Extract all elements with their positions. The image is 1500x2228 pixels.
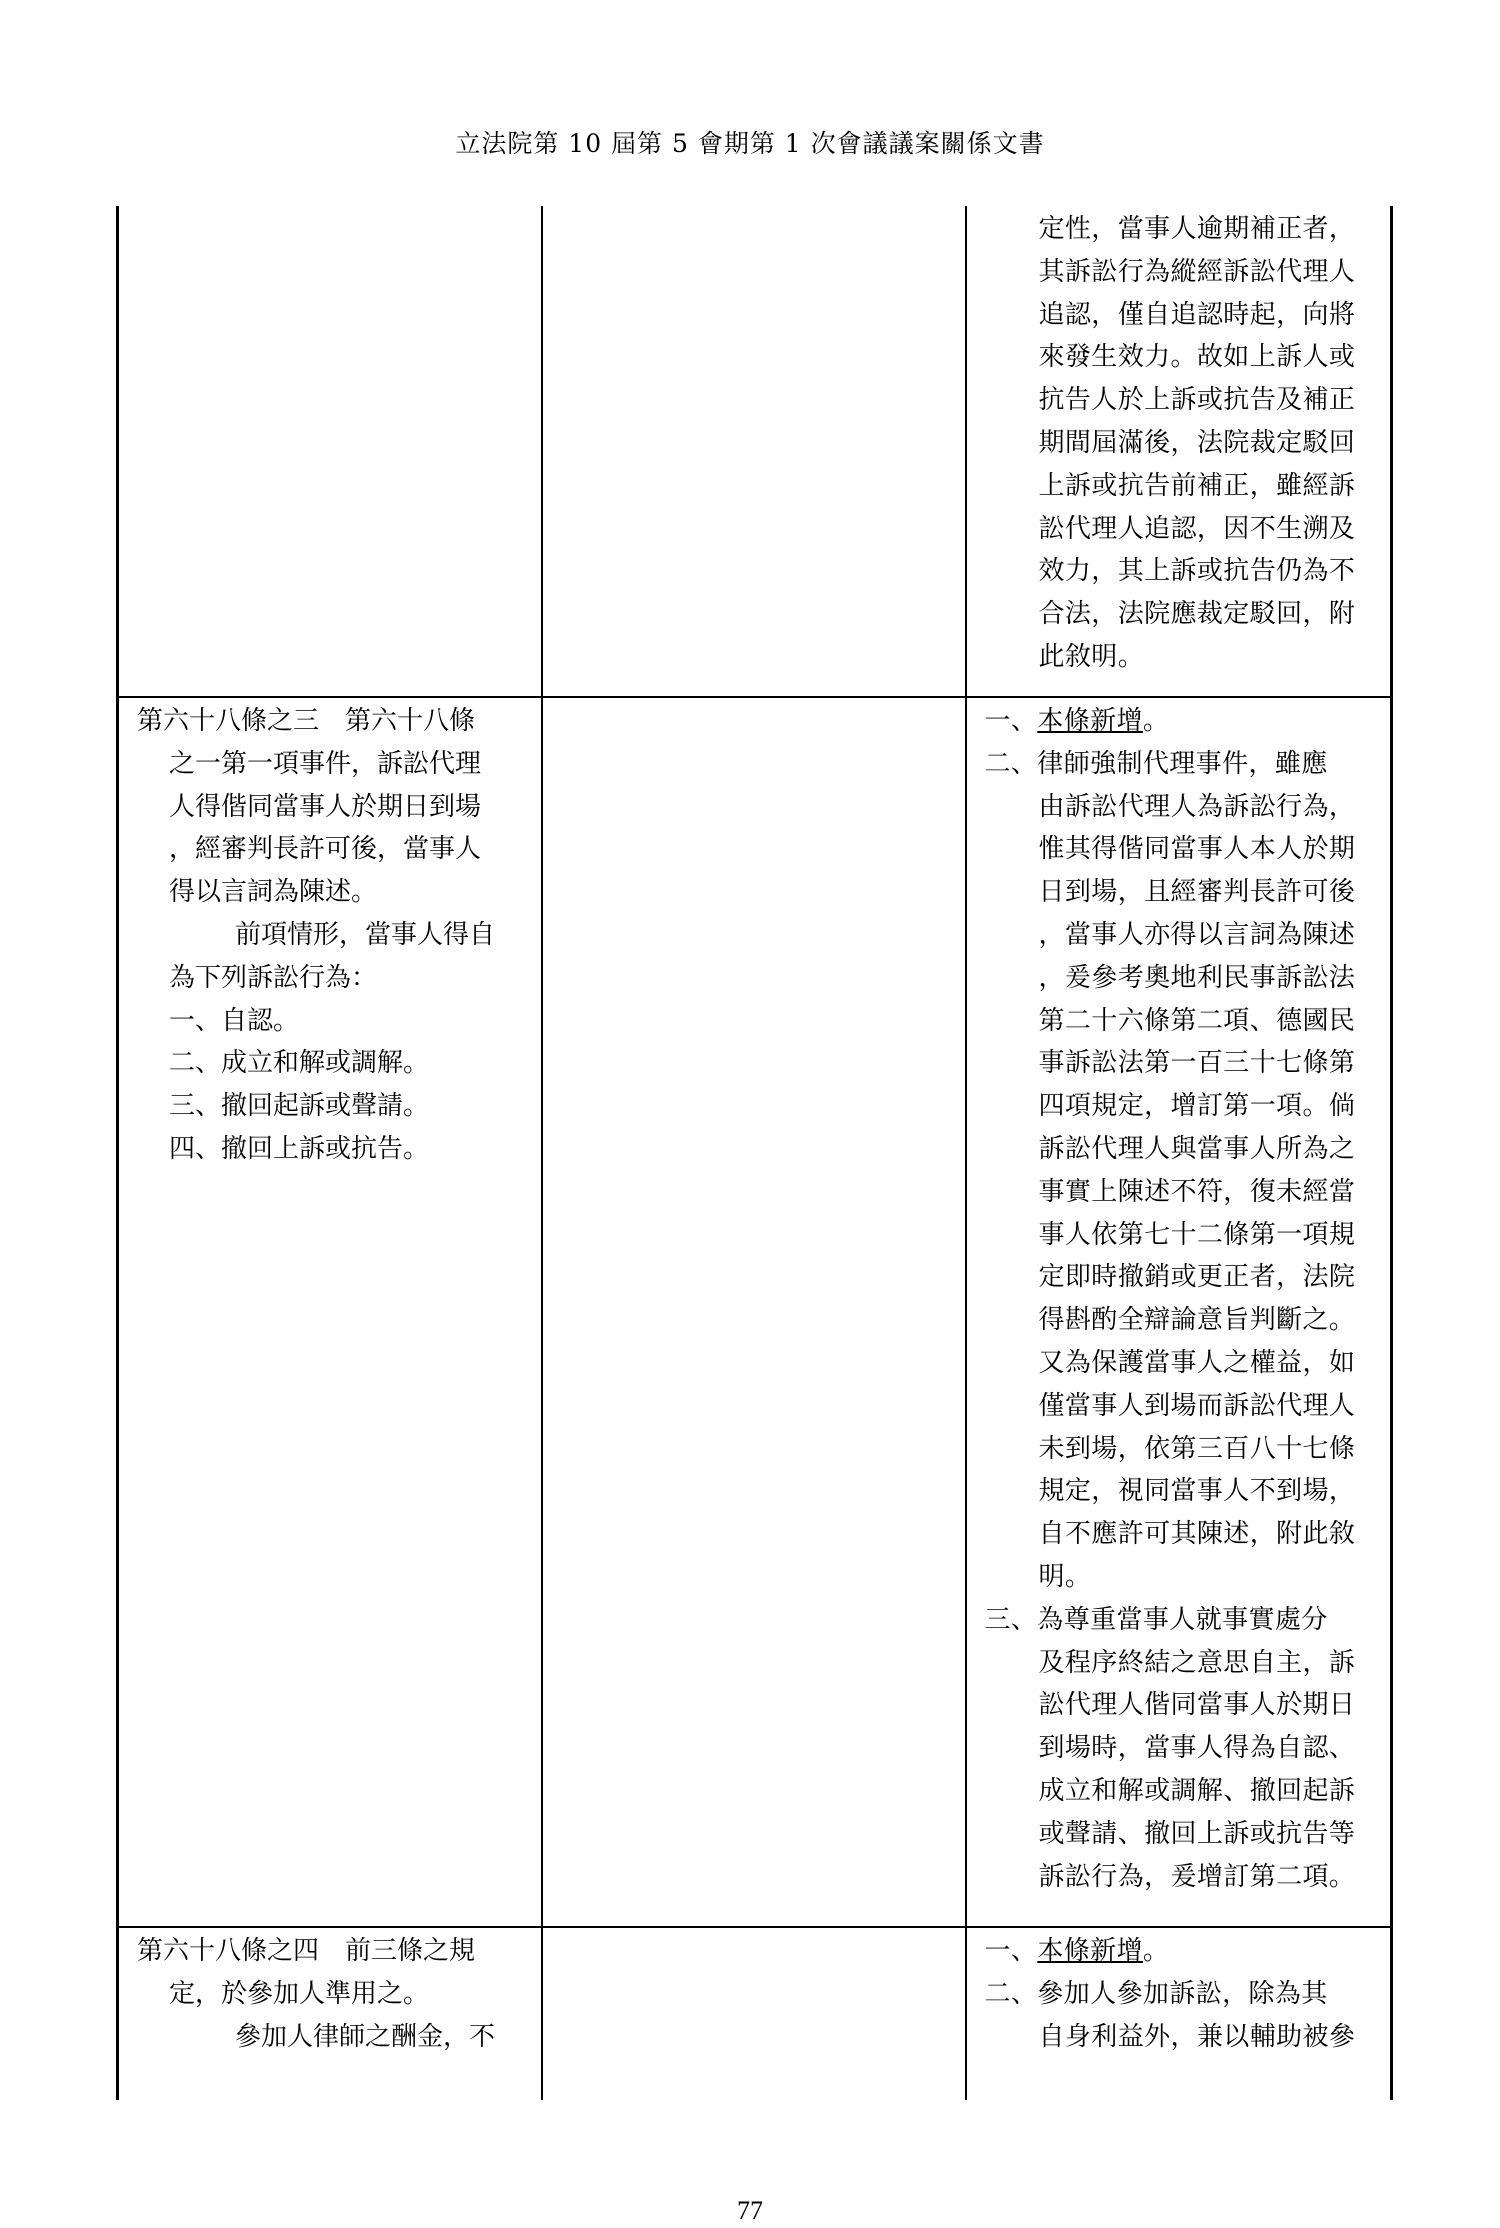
- current-text-cell: [542, 1927, 966, 2100]
- article-heading-line: 第六十八條之三 第六十八條: [137, 706, 476, 736]
- text-line: 之一第一項事件，訴訟代理: [169, 748, 482, 779]
- text-line: 自不應許可其陳述，附此敘: [1038, 1519, 1356, 1550]
- text-line: 或聲請、撤回上訴或抗告等: [1038, 1818, 1356, 1849]
- amended-text-cell: [118, 697, 542, 1927]
- table-row: [118, 1927, 1392, 2100]
- text-line: 抗告人於上訴或抗告及補正: [1038, 385, 1356, 416]
- list-item: 四、撤回上訴或抗告。: [169, 1133, 430, 1164]
- text-line: 訟代理人追認，因不生溯及: [1038, 513, 1356, 544]
- text-line: 二、參加人參加訴訟，除為其: [984, 1978, 1328, 2009]
- text-line: 得斟酌全辯論意旨判斷之。: [1038, 1305, 1356, 1336]
- text-line: 定，於參加人準用之。: [169, 1978, 430, 2009]
- table-row: [118, 206, 1392, 697]
- text-line: 期間屆滿後，法院裁定駁回: [1038, 427, 1356, 458]
- text-line: 惟其得偕同當事人本人於期: [1038, 834, 1356, 865]
- explanation-cell: [966, 206, 1392, 697]
- comparison-table: [116, 206, 1393, 2100]
- text-line: 僅當事人到場而訴訟代理人: [1038, 1390, 1356, 1421]
- text-line: 效力，其上訴或抗告仍為不: [1038, 556, 1356, 587]
- text-line: 參加人律師之酬金，不: [235, 2021, 496, 2052]
- explanation-cell: [966, 697, 1392, 1927]
- text-line: 及程序終結之意思自主，訴: [1038, 1647, 1356, 1678]
- text-line: 事訴訟法第一百三十七條第: [1038, 1048, 1356, 1079]
- text-line: 訴訟代理人與當事人所為之: [1038, 1133, 1356, 1164]
- text-line: ，當事人亦得以言詞為陳述: [1038, 919, 1356, 950]
- text-line: 來發生效力。故如上訴人或: [1038, 342, 1356, 373]
- text-line: 前項情形，當事人得自: [235, 919, 496, 950]
- amended-text-cell: [118, 206, 542, 697]
- list-item: 一、自認。: [169, 1005, 300, 1036]
- text-line: 到場時，當事人得為自認、: [1038, 1733, 1356, 1764]
- text-line: 一、本條新增。: [984, 1936, 1170, 1966]
- text-line: 由訴訟代理人為訴訟行為，: [1038, 791, 1356, 822]
- text-line: 人得偕同當事人於期日到場: [169, 791, 482, 822]
- text-line: 訟代理人偕同當事人於期日: [1038, 1690, 1356, 1721]
- page-number: 77: [737, 2196, 763, 2225]
- text-line: 自身利益外，兼以輔助被參: [1038, 2021, 1356, 2052]
- text-line: 為下列訴訟行為：: [169, 962, 378, 993]
- text-line: 明。: [1038, 1561, 1092, 1592]
- text-line: 一、本條新增。: [984, 706, 1170, 736]
- text-line: 得以言詞為陳述。: [169, 877, 378, 908]
- text-line: 上訴或抗告前補正，雖經訴: [1038, 470, 1356, 501]
- text-line: 二、律師強制代理事件，雖應: [984, 748, 1328, 779]
- text-line: 日到場，且經審判長許可後: [1038, 877, 1356, 908]
- new-article-note: 本條新增: [1037, 1936, 1143, 1966]
- text-line: 追認，僅自追認時起，向將: [1038, 299, 1356, 330]
- text-line: 此敘明。: [1038, 641, 1145, 672]
- text-line: 合法，法院應裁定駁回，附: [1038, 599, 1356, 630]
- text-line: ，經審判長許可後，當事人: [169, 834, 482, 865]
- list-item: 三、撤回起訴或聲請。: [169, 1091, 430, 1122]
- text-line: 定性，當事人逾期補正者，: [1038, 214, 1356, 244]
- current-text-cell: [542, 206, 966, 697]
- text-line: 事實上陳述不符，復未經當: [1038, 1176, 1356, 1207]
- table-row: [118, 697, 1392, 1927]
- text-line: 其訴訟行為縱經訴訟代理人: [1038, 256, 1356, 287]
- article-heading-line: 第六十八條之四 前三條之規: [137, 1936, 476, 1966]
- new-article-note: 本條新增: [1037, 706, 1143, 736]
- text-line: 四項規定，增訂第一項。倘: [1038, 1091, 1356, 1122]
- document-header: 立法院第 10 屆第 5 會期第 1 次會議議案關係文書: [455, 129, 1045, 158]
- amended-text-cell: [118, 1927, 542, 2100]
- text-line: 成立和解或調解、撤回起訴: [1038, 1775, 1356, 1806]
- explanation-cell: [966, 1927, 1392, 2100]
- current-text-cell: [542, 697, 966, 1927]
- text-line: 定即時撤銷或更正者，法院: [1038, 1262, 1356, 1293]
- text-line: 未到場，依第三百八十七條: [1038, 1433, 1356, 1464]
- text-line: 又為保護當事人之權益，如: [1038, 1347, 1356, 1378]
- text-line: ，爰參考奧地利民事訴訟法: [1038, 962, 1356, 993]
- text-line: 訴訟行為，爰增訂第二項。: [1038, 1861, 1356, 1892]
- list-item: 二、成立和解或調解。: [169, 1048, 430, 1079]
- text-line: 三、為尊重當事人就事實處分: [984, 1604, 1328, 1635]
- text-line: 事人依第七十二條第一項規: [1038, 1219, 1356, 1250]
- text-line: 規定，視同當事人不到場，: [1038, 1476, 1356, 1507]
- text-line: 第二十六條第二項、德國民: [1038, 1005, 1356, 1036]
